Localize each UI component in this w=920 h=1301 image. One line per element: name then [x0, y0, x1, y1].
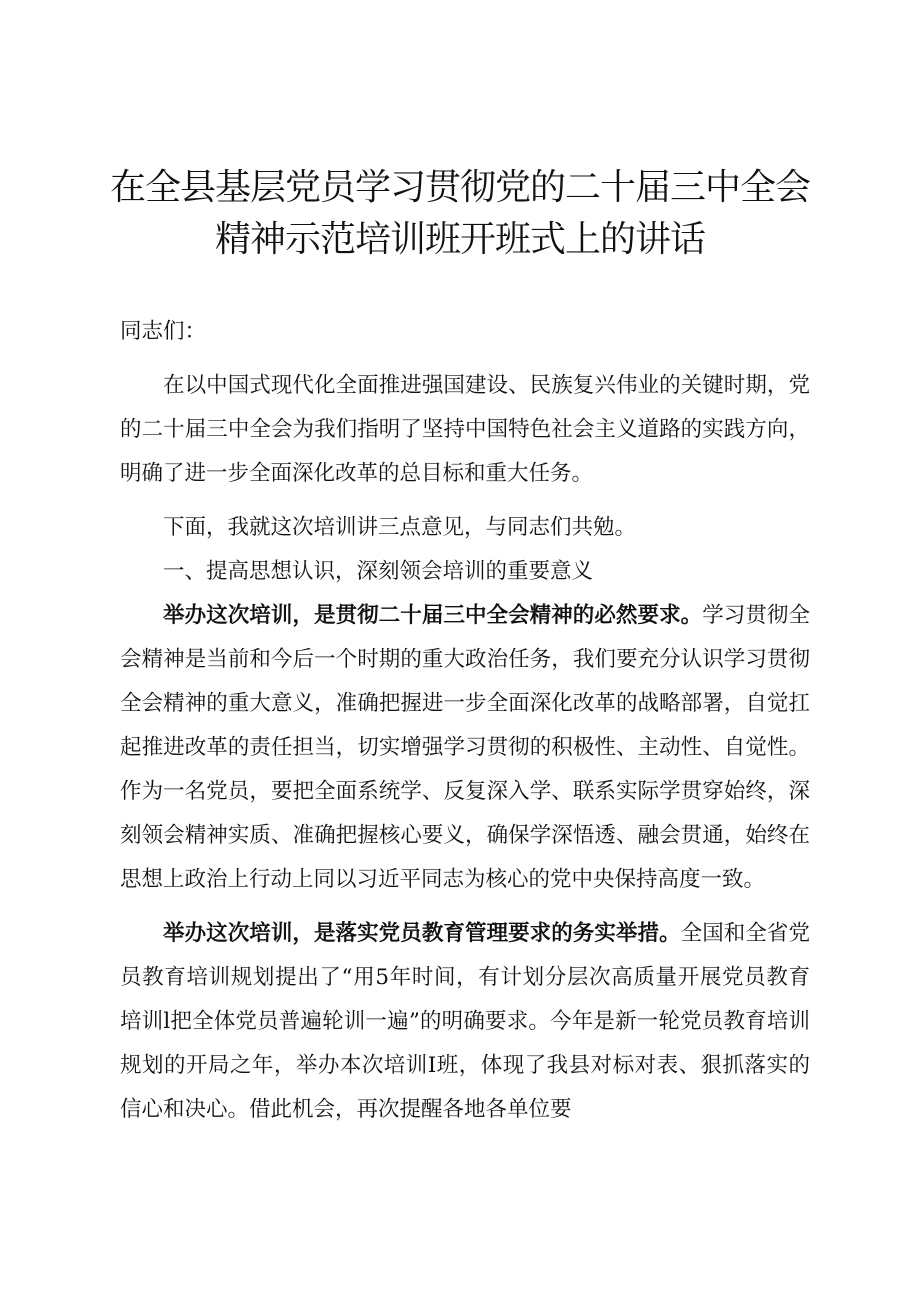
- paragraph-outline: 下面，我就这次培训讲三点意见，与同志们共勉。: [163, 515, 637, 540]
- document-title-line-1: 在全县基层党员学习贯彻党的二十届三中全会: [109, 167, 810, 208]
- salutation: 同志们：: [120, 319, 207, 344]
- section-heading-1: 一、提高思想认识，深刻领会培训的重要意义: [163, 559, 594, 584]
- paragraph-body: 全国和全省党员教育培训规划提出了“用5年时间，有计划分层次高质量开展党员教育培训l把全体党员普遍轮训一遍”的明确要求。今年是新一轮党员教育培训规划的开局之年，举办本次培训I班，体现了我县对标对表、狠抓落实的信心和决心。借此机会，再次提醒各地各单位要: [120, 921, 810, 1122]
- paragraph-intro: 在以中国式现代化全面推进强国建设、民族复兴伟业的关键时期，党的二十届三中全会为我们指明了坚持中国特色社会主义道路的实践方向，明确了进一步全面深化改革的总目标和重大任务。: [120, 373, 810, 486]
- paragraph-body: 学习贯彻全会精神是当前和今后一个时期的重大政治任务，我们要充分认识学习贯彻全会精神的重大意义，准确把握进一步全面深化改革的战略部署，自觉扛起推进改革的责任担当，切实增强学习贯彻的积极性、主动性、自觉性。作为一名党员，要把全面系统学、反复深入学、联系实际学贯穿始终，深刻领会精神实质、准确把握核心要义，确保学深悟透、融会贯通，始终在思想上政治上行动上同以习近平同志为核心的党中央保持高度一致。: [120, 603, 810, 892]
- paragraph-section1-point2: [120, 912, 810, 1132]
- paragraph-section1-point1: [120, 594, 810, 902]
- document-title-line-2: 精神示范培训班开班式上的讲话: [214, 219, 705, 260]
- paragraph-lead-bold: 举办这次培训，是贯彻二十届三中全会精神的必然要求。: [163, 603, 703, 628]
- paragraph-lead-bold: 举办这次培训，是落实党员教育管理要求的务实举措。: [163, 921, 681, 946]
- document-body: [120, 310, 810, 1132]
